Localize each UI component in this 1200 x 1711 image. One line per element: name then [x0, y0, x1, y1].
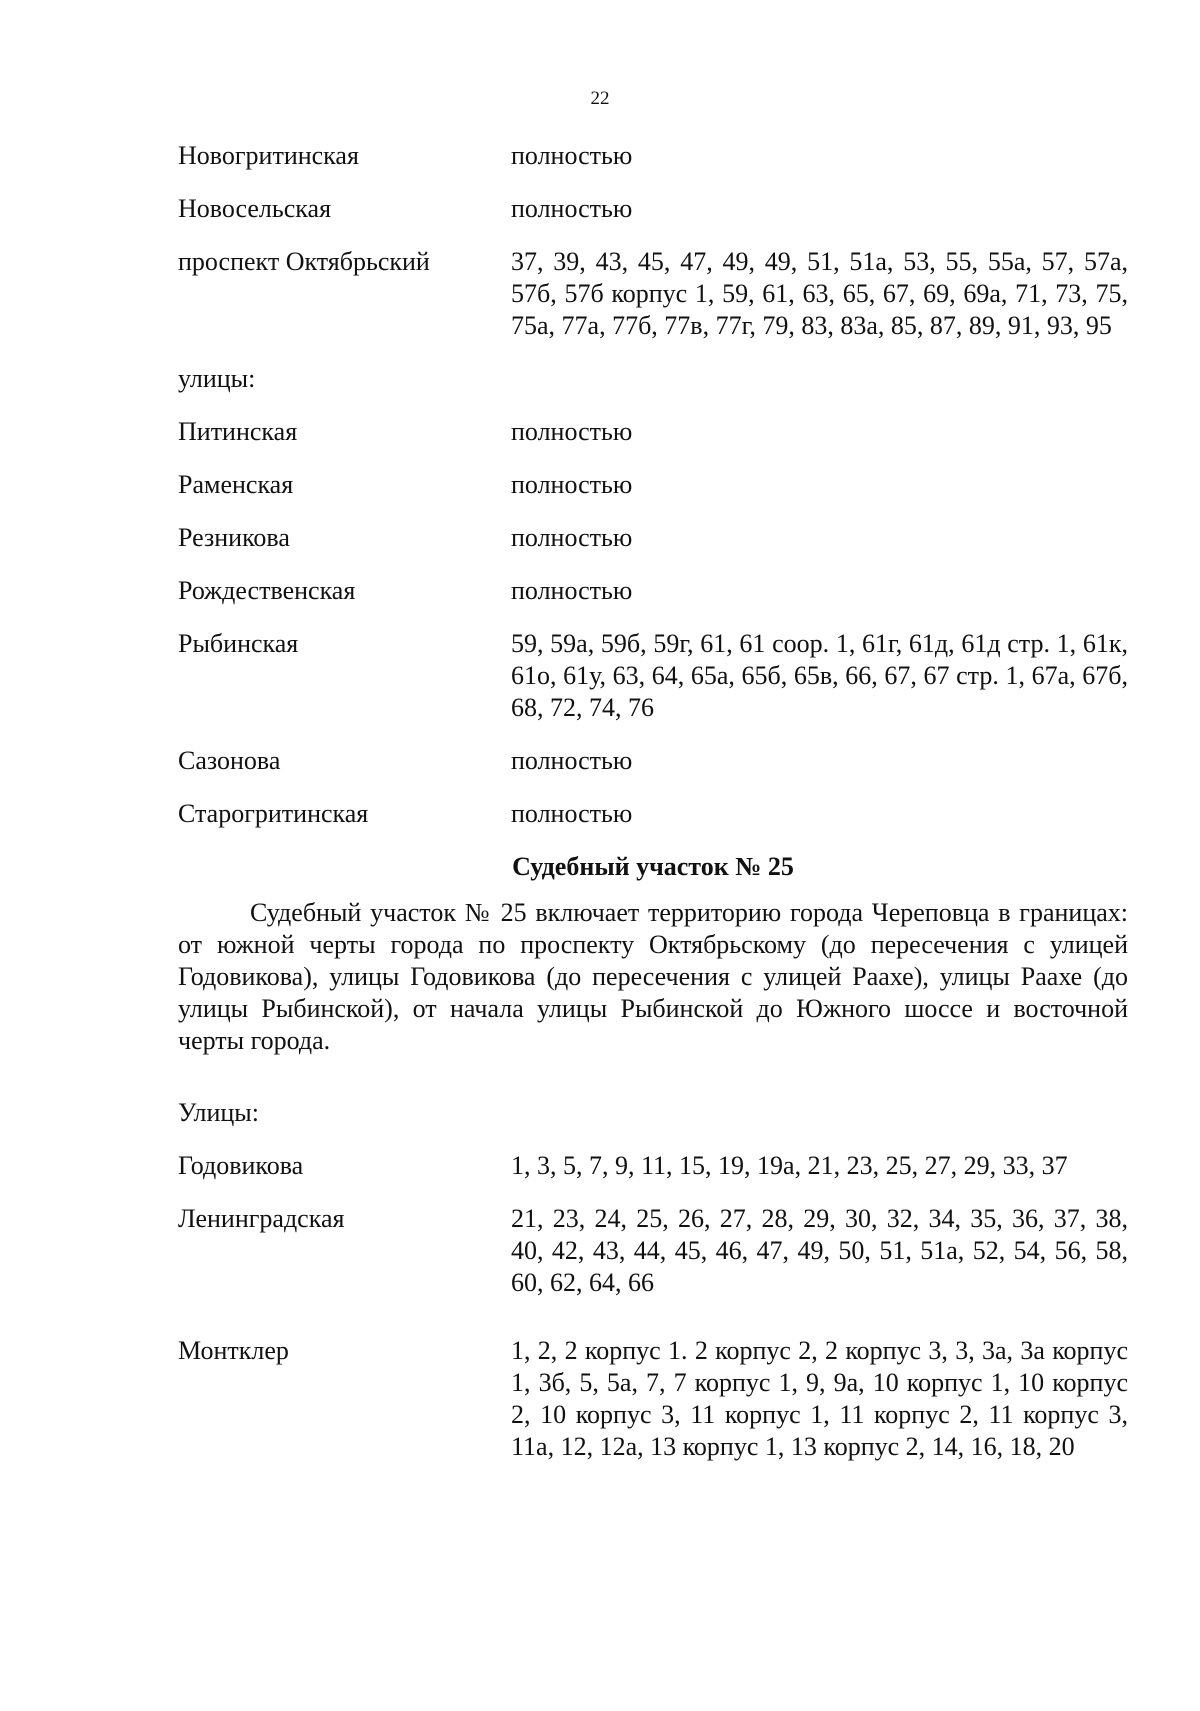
streets-heading: улицы:	[178, 364, 256, 393]
street-row	[178, 469, 1128, 501]
house-numbers: полностью	[511, 799, 633, 828]
house-numbers: 1, 2, 2 корпус 1. 2 корпус 2, 2 корпус 3, 3, 3а, 3а корпус 1, 3б, 5, 5а, 7, 7 корпус 1, 9, 9а, 10 корпус 1, 10 корпус 2, 10 корпус 3, 11 корпус 1, 11 корпус 2, 11 корпус 3, 11а, 12, 12а, 13 корпус 1, 13 корпус 2, 14, 16, 18, 20	[511, 1336, 1128, 1461]
section-streets-heading: Улицы:	[178, 1098, 259, 1127]
street-row	[178, 798, 1128, 830]
street-row	[178, 140, 1128, 172]
section-title: Судебный участок № 25	[512, 852, 794, 881]
house-numbers: 37, 39, 43, 45, 47, 49, 49, 51, 51а, 53, 55, 55а, 57, 57а, 57б, 57б корпус 1, 59, 61, 63, 65, 67, 69, 69а, 71, 73, 75, 75а, 77а, 77б, 77в, 77г, 79, 83, 83а, 85, 87, 89, 91, 93, 95	[511, 247, 1128, 340]
section-description: Судебный участок № 25 включает территорию города Череповца в границах: от южной черты города по проспекту Октябрьскому (до пересечения с улицей Годовикова), улицы Годовикова (до пересечения с улицей Раахе), улицы Раахе (до улицы Рыбинской), от начала улицы Рыбинской до Южного шоссе и восточной черты города.	[178, 898, 1128, 1055]
street-row	[178, 575, 1128, 607]
house-numbers: полностью	[511, 417, 633, 446]
street-name: Новосельская	[178, 194, 332, 223]
street-name: Сазонова	[178, 746, 281, 775]
document-body	[178, 140, 1128, 1484]
street-name: Монтклер	[178, 1336, 289, 1365]
street-row	[178, 1203, 1128, 1299]
street-row	[178, 522, 1128, 554]
street-name: Ленинградская	[178, 1204, 345, 1233]
street-name: Раменская	[178, 470, 294, 499]
street-row	[178, 1150, 1128, 1182]
house-numbers: 21, 23, 24, 25, 26, 27, 28, 29, 30, 32, 34, 35, 36, 37, 38, 40, 42, 43, 44, 45, 46, 47, 49, 50, 51, 51а, 52, 54, 56, 58, 60, 62, 64, 66	[511, 1204, 1128, 1297]
street-row	[178, 246, 1128, 342]
page-number: 22	[590, 88, 610, 109]
house-numbers: полностью	[511, 746, 633, 775]
street-row	[178, 745, 1128, 777]
street-row	[178, 193, 1128, 225]
house-numbers: полностью	[511, 141, 633, 170]
street-row	[178, 416, 1128, 448]
street-name: Годовикова	[178, 1151, 304, 1180]
house-numbers: 59, 59а, 59б, 59г, 61, 61 соор. 1, 61г, 61д, 61д стр. 1, 61к, 61о, 61у, 63, 64, 65а, 65б, 65в, 66, 67, 67 стр. 1, 67а, 67б, 68, 72, 74, 76	[511, 629, 1128, 722]
house-numbers: полностью	[511, 470, 633, 499]
street-name: Новогритинская	[178, 141, 359, 170]
house-numbers: полностью	[511, 194, 633, 223]
house-numbers: полностью	[511, 523, 633, 552]
street-name: проспект Октябрьский	[178, 247, 430, 276]
street-name: Резникова	[178, 523, 290, 552]
house-numbers: полностью	[511, 576, 633, 605]
street-name: Рыбинская	[178, 629, 299, 658]
street-row	[178, 628, 1128, 724]
street-row	[178, 1335, 1128, 1463]
street-name: Питинская	[178, 417, 298, 446]
street-name: Старогритинская	[178, 799, 369, 828]
house-numbers: 1, 3, 5, 7, 9, 11, 15, 19, 19а, 21, 23, 25, 27, 29, 33, 37	[511, 1151, 1068, 1180]
street-name: Рождественская	[178, 576, 356, 605]
